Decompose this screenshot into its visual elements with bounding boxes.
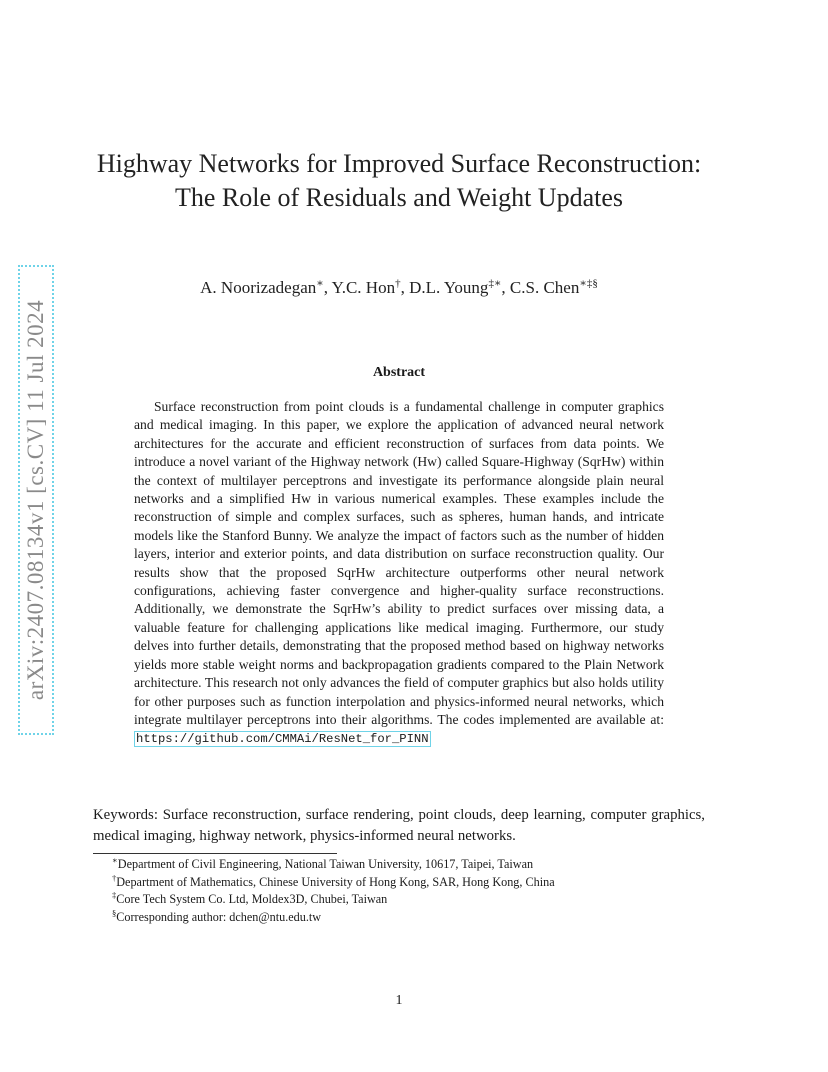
footnote-mark: ‡ bbox=[112, 890, 117, 901]
footnotes bbox=[112, 856, 712, 926]
author-name: Y.C. Hon bbox=[331, 278, 396, 297]
arxiv-identifier-stamp[interactable] bbox=[18, 265, 54, 735]
footnote-mark: † bbox=[112, 872, 117, 883]
footnote-mark: ∗ bbox=[112, 854, 118, 865]
arxiv-identifier-text: arXiv:2407.08134v1 [cs.CV] 11 Jul 2024 bbox=[23, 299, 48, 701]
author-name: C.S. Chen bbox=[509, 278, 580, 297]
author-affiliation-mark: ∗‡§ bbox=[579, 277, 598, 290]
author-list: A. Noorizadegan∗, Y.C. Hon†, D.L. Young‡∗, C.S. Chen∗‡§ bbox=[200, 277, 598, 297]
author-affiliation-mark: † bbox=[395, 277, 401, 290]
footnote-text: Department of Mathematics, Chinese University of Hong Kong, SAR, Hong Kong, China bbox=[116, 874, 555, 889]
author-affiliation-mark: ‡∗ bbox=[488, 277, 502, 290]
footnote-affiliation bbox=[112, 891, 712, 909]
abstract-body-text: Surface reconstruction from point clouds is a fundamental challenge in computer graphics and medical imaging. In this paper, we explore the application of advanced neural network architectures for the accurate and efficient reconstruction of surfaces from data points. We introduce a novel variant of the Highway network (Hw) called Square-Highway (SqrHw) within the context of multilayer perceptrons and investigate its performance alongside plain neural networks and a simplified Hw in various numerical examples. These examples include the reconstruction of simple and complex surfaces, such as spheres, human hands, and intricate models like the Stanford Bunny. We analyze the impact of factors such as the number of hidden layers, interior and exterior points, and data distribution on surface reconstruction quality. Our results show that the proposed SqrHw architecture outperforms other neural network configurations, achieving faster convergence and higher-quality surface reconstructions. Additionally, we demonstrate the SqrHw’s ability to predict surfaces over missing data, a valuable feature for challenging applications like medical imaging. Furthermore, our study delves into further details, demonstrating that the proposed method based on highway networks yields more stable weight norms and backpropagation gradients compared to the Plain Network architecture. This research not only advances the field of computer graphics but also holds utility for other purposes such as function interpolation and physics-informed neural networks, which integrate multilayer perceptrons into their algorithms. The codes implemented are available at: bbox=[134, 399, 664, 727]
footnote-corresponding-author bbox=[112, 909, 712, 927]
paper-title: Highway Networks for Improved Surface Reconstruction: The Role of Residuals and Weight Updates bbox=[96, 149, 702, 212]
author-affiliation-mark: ∗ bbox=[316, 277, 324, 290]
footnote-mark: § bbox=[112, 907, 117, 918]
code-repository-link[interactable]: https://github.com/CMMAi/ResNet_for_PINN bbox=[136, 732, 429, 747]
footnote-affiliation bbox=[112, 874, 712, 892]
author-name: A. Noorizadegan bbox=[200, 278, 317, 297]
footnote-divider bbox=[93, 853, 337, 854]
footnote-text: Department of Civil Engineering, National Taiwan University, 10617, Taipei, Taiwan bbox=[117, 857, 534, 871]
footnote-affiliation bbox=[112, 856, 712, 874]
abstract-text bbox=[134, 398, 664, 749]
keywords: Keywords: Surface reconstruction, surface rendering, point clouds, deep learning, computer graphics, medical imaging, highway network, physics-informed neural networks. bbox=[93, 807, 705, 844]
abstract-heading: Abstract bbox=[372, 365, 426, 380]
author-name: D.L. Young bbox=[409, 278, 489, 297]
footnote-text: Core Tech System Co. Ltd, Moldex3D, Chubei, Taiwan bbox=[116, 892, 388, 907]
page-number: 1 bbox=[395, 993, 403, 1008]
footnote-text: Corresponding author: dchen@ntu.edu.tw bbox=[116, 909, 322, 924]
